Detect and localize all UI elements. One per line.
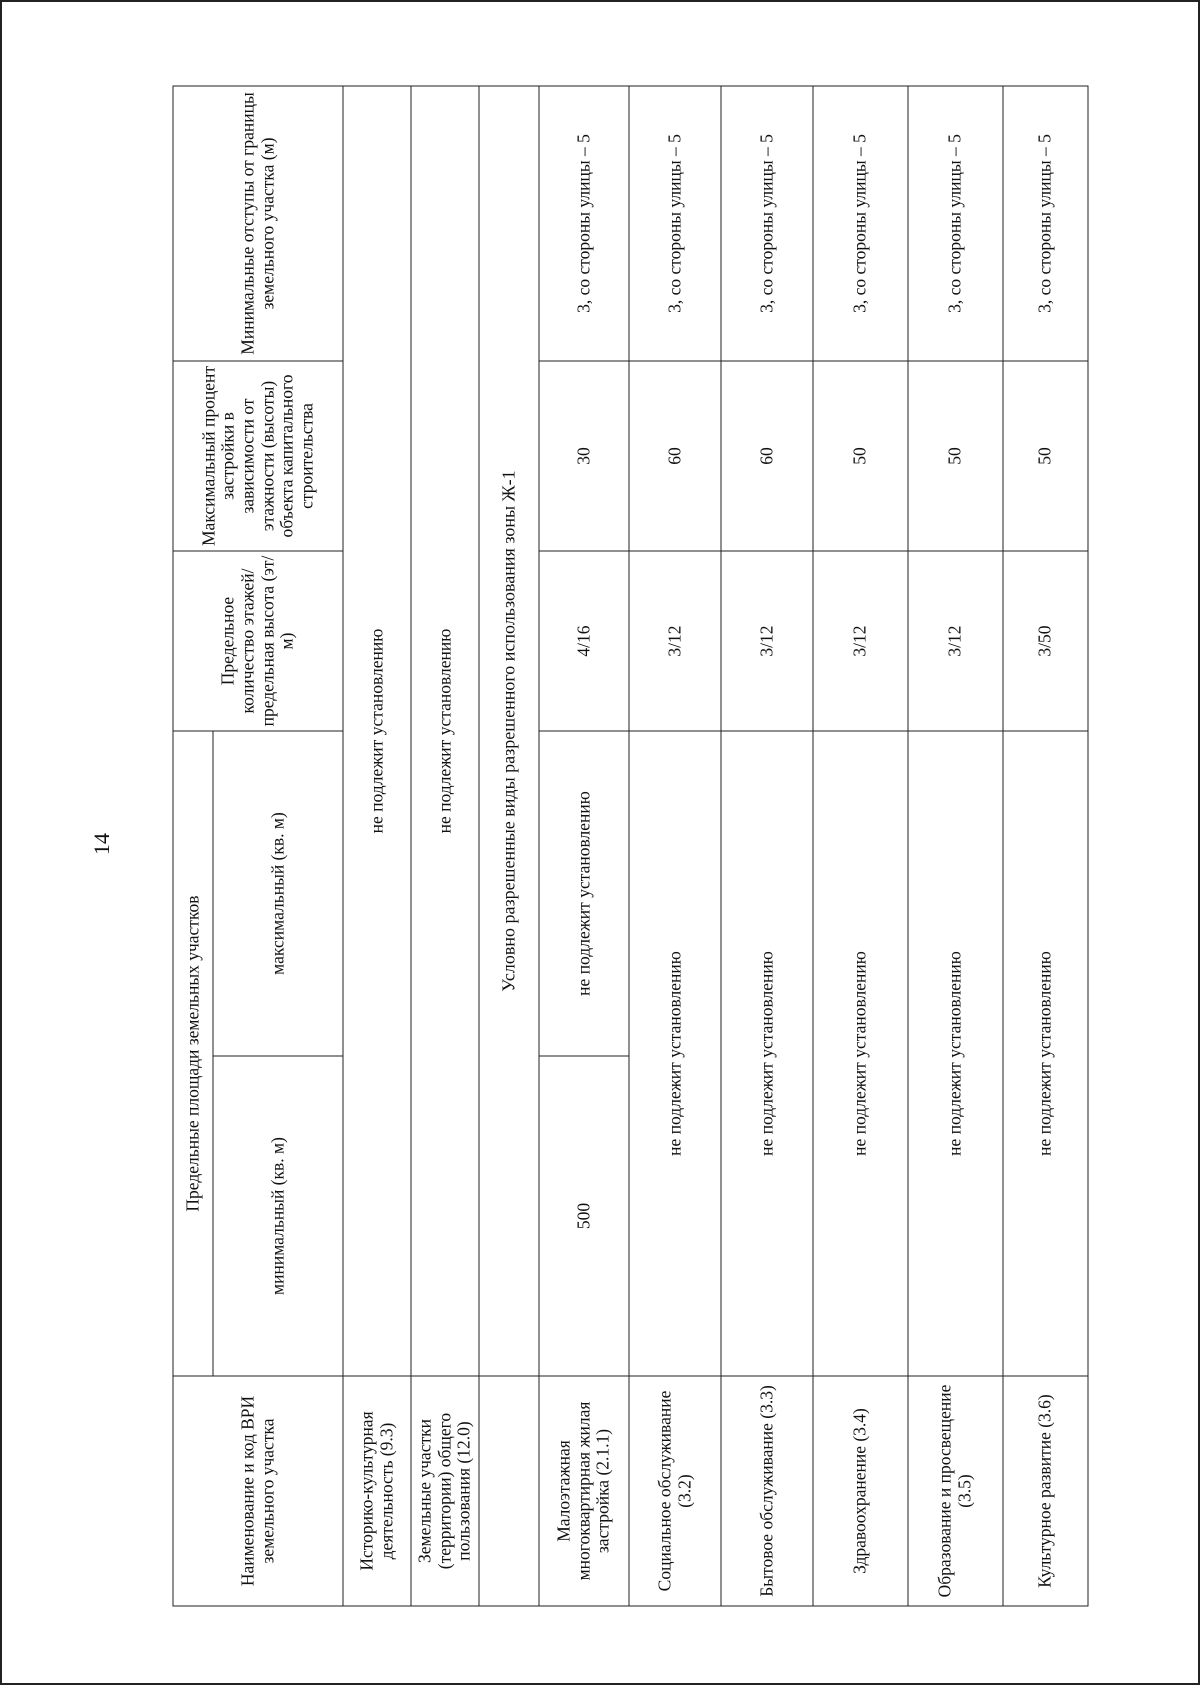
- header-setbacks: Минимальные отступы от границы земельного участка (м): [173, 86, 343, 361]
- row-setbacks: 3, со стороны улицы – 5: [908, 86, 1003, 361]
- section-blank: [479, 1376, 539, 1606]
- row-floors: 3/12: [629, 551, 721, 731]
- row-name-lowrise: Малоэтажная многоквартирная жилая застройка (2.1.1): [539, 1376, 629, 1606]
- section-title: Условно разрешенные виды разрешенного использования зоны Ж-1: [479, 86, 539, 1376]
- page-number: 14: [89, 833, 114, 855]
- row-floors-lowrise: 4/16: [539, 551, 629, 731]
- row-setbacks: 3, со стороны улицы – 5: [813, 86, 908, 361]
- row-name: Здравоохранение (3.4): [813, 1376, 908, 1606]
- row-name: Образование и просвещение (3.5): [908, 1376, 1003, 1606]
- row-setbacks: 3, со стороны улицы – 5: [629, 86, 721, 361]
- zone-table: [173, 86, 1089, 1607]
- row-value-historical: не подлежит установлению: [343, 86, 411, 1376]
- row-floors: 3/50: [1003, 551, 1088, 731]
- row-setbacks: 3, со стороны улицы – 5: [721, 86, 813, 361]
- row-floors: 3/12: [813, 551, 908, 731]
- row-coverage: 50: [1003, 361, 1088, 551]
- row-area: не подлежит установлению: [908, 731, 1003, 1376]
- row-area: не подлежит установлению: [721, 731, 813, 1376]
- row-floors: 3/12: [721, 551, 813, 731]
- row-area: не подлежит установлению: [1003, 731, 1088, 1376]
- row-coverage: 50: [813, 361, 908, 551]
- row-area: не подлежит установлению: [813, 731, 908, 1376]
- row-area: не подлежит установлению: [629, 731, 721, 1376]
- row-coverage: 60: [629, 361, 721, 551]
- header-area-group: Предельные площади земельных участков: [173, 731, 213, 1376]
- row-value-public-land: не подлежит установлению: [411, 86, 479, 1376]
- row-setbacks-lowrise: 3, со стороны улицы – 5: [539, 86, 629, 361]
- row-name: Культурное развитие (3.6): [1003, 1376, 1088, 1606]
- header-floors: Предельное количество этажей/ предельная высота (эт/м): [173, 551, 343, 731]
- header-area-min: минимальный (кв. м): [213, 1056, 343, 1376]
- row-coverage: 60: [721, 361, 813, 551]
- row-name-historical: Историко-культурная деятельность (9.3): [343, 1376, 411, 1606]
- row-coverage-lowrise: 30: [539, 361, 629, 551]
- row-coverage: 50: [908, 361, 1003, 551]
- row-setbacks: 3, со стороны улицы – 5: [1003, 86, 1088, 361]
- rotated-table-wrapper: [173, 87, 1088, 1607]
- row-min-lowrise: 500: [539, 1056, 629, 1376]
- header-name: Наименование и код ВРИ земельного участка: [173, 1376, 343, 1606]
- row-floors: 3/12: [908, 551, 1003, 731]
- header-coverage: Максимальный процент застройки в зависимости от этажности (высоты) объекта капитального строительства: [173, 361, 343, 551]
- row-name: Социальное обслуживание (3.2): [629, 1376, 721, 1606]
- row-max-lowrise: не подлежит установлению: [539, 731, 629, 1056]
- row-name-public-land: Земельные участки (территории) общего пользования (12.0): [411, 1376, 479, 1606]
- row-name: Бытовое обслуживание (3.3): [721, 1376, 813, 1606]
- header-area-max: максимальный (кв. м): [213, 731, 343, 1056]
